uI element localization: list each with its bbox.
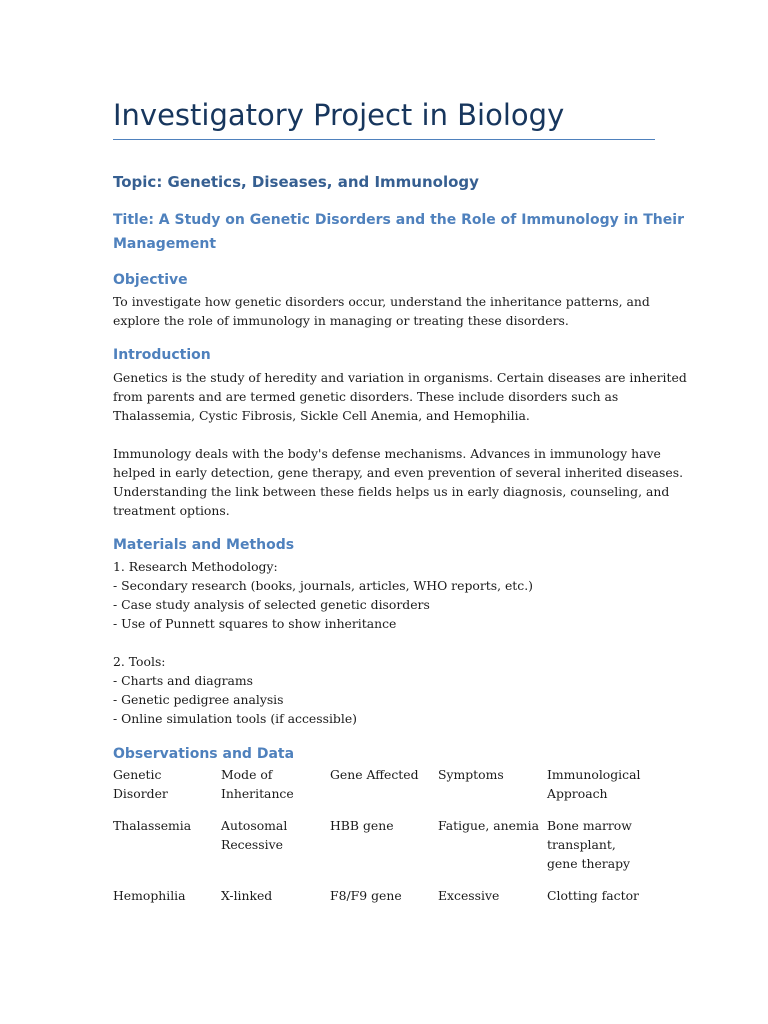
table-header-cell: Mode of Inheritance: [221, 767, 294, 801]
introduction-text-line: Immunology deals with the body's defense mechanisms. Advances in immunology have: [113, 446, 661, 461]
table-cell: Bone marrow transplant, gene therapy: [547, 818, 632, 871]
introduction-text-line: from parents and are termed genetic disorders. These include disorders such as: [113, 389, 619, 404]
table-cell: Hemophilia: [113, 888, 186, 903]
project-title-line-2: Management: [113, 236, 217, 252]
table-row: [113, 816, 655, 886]
table-header-cell: Genetic Disorder: [113, 767, 168, 801]
table-header-cell: Symptoms: [438, 767, 504, 782]
objective-heading: Objective: [113, 272, 188, 288]
project-title-line-1: Title: A Study on Genetic Disorders and the Role of Immunology in Their: [113, 212, 684, 228]
materials-item: - Secondary research (books, journals, articles, WHO reports, etc.): [113, 578, 533, 593]
table-cell: Thalassemia: [113, 818, 192, 833]
table-header-cell: Gene Affected: [330, 767, 419, 782]
materials-item: - Charts and diagrams: [113, 673, 254, 688]
materials-item: 1. Research Methodology:: [113, 559, 278, 574]
table-header-cell: Immunological Approach: [547, 767, 641, 801]
introduction-text-line: Genetics is the study of heredity and variation in organisms. Certain diseases are inherited: [113, 370, 687, 385]
table-cell: F8/F9 gene: [330, 888, 402, 903]
materials-item: - Case study analysis of selected genetic disorders: [113, 597, 430, 612]
table-cell: Autosomal Recessive: [221, 818, 288, 852]
table-cell: X-linked: [221, 888, 273, 903]
objective-text-line: To investigate how genetic disorders occur, understand the inheritance patterns, and: [113, 294, 650, 309]
title-divider: [113, 139, 655, 140]
objective-text-line: explore the role of immunology in managing or treating these disorders.: [113, 313, 569, 328]
table-row: [113, 886, 655, 905]
introduction-text-line: treatment options.: [113, 503, 230, 518]
introduction-text-line: Understanding the link between these fields helps us in early diagnosis, counseling, and: [113, 484, 670, 499]
topic-heading: Topic: Genetics, Diseases, and Immunology: [113, 173, 479, 191]
materials-item: - Genetic pedigree analysis: [113, 692, 284, 707]
introduction-text-line: Thalassemia, Cystic Fibrosis, Sickle Cell Anemia, and Hemophilia.: [113, 408, 530, 423]
table-header-row: [113, 765, 655, 816]
introduction-text-line: helped in early detection, gene therapy, and even prevention of several inherited diseases.: [113, 465, 684, 480]
introduction-heading: Introduction: [113, 347, 211, 363]
table-cell: Clotting factor: [547, 888, 639, 903]
table-cell: Fatigue, anemia: [438, 818, 540, 833]
table-cell: Excessive: [438, 888, 500, 903]
observations-heading: Observations and Data: [113, 746, 295, 762]
materials-item: - Use of Punnett squares to show inheritance: [113, 616, 397, 631]
materials-item: - Online simulation tools (if accessible): [113, 711, 357, 726]
table-cell: HBB gene: [330, 818, 394, 833]
materials-heading: Materials and Methods: [113, 537, 295, 553]
materials-item: 2. Tools:: [113, 654, 166, 669]
observations-table: [113, 765, 655, 905]
document-title: Investigatory Project in Biology: [113, 98, 565, 132]
